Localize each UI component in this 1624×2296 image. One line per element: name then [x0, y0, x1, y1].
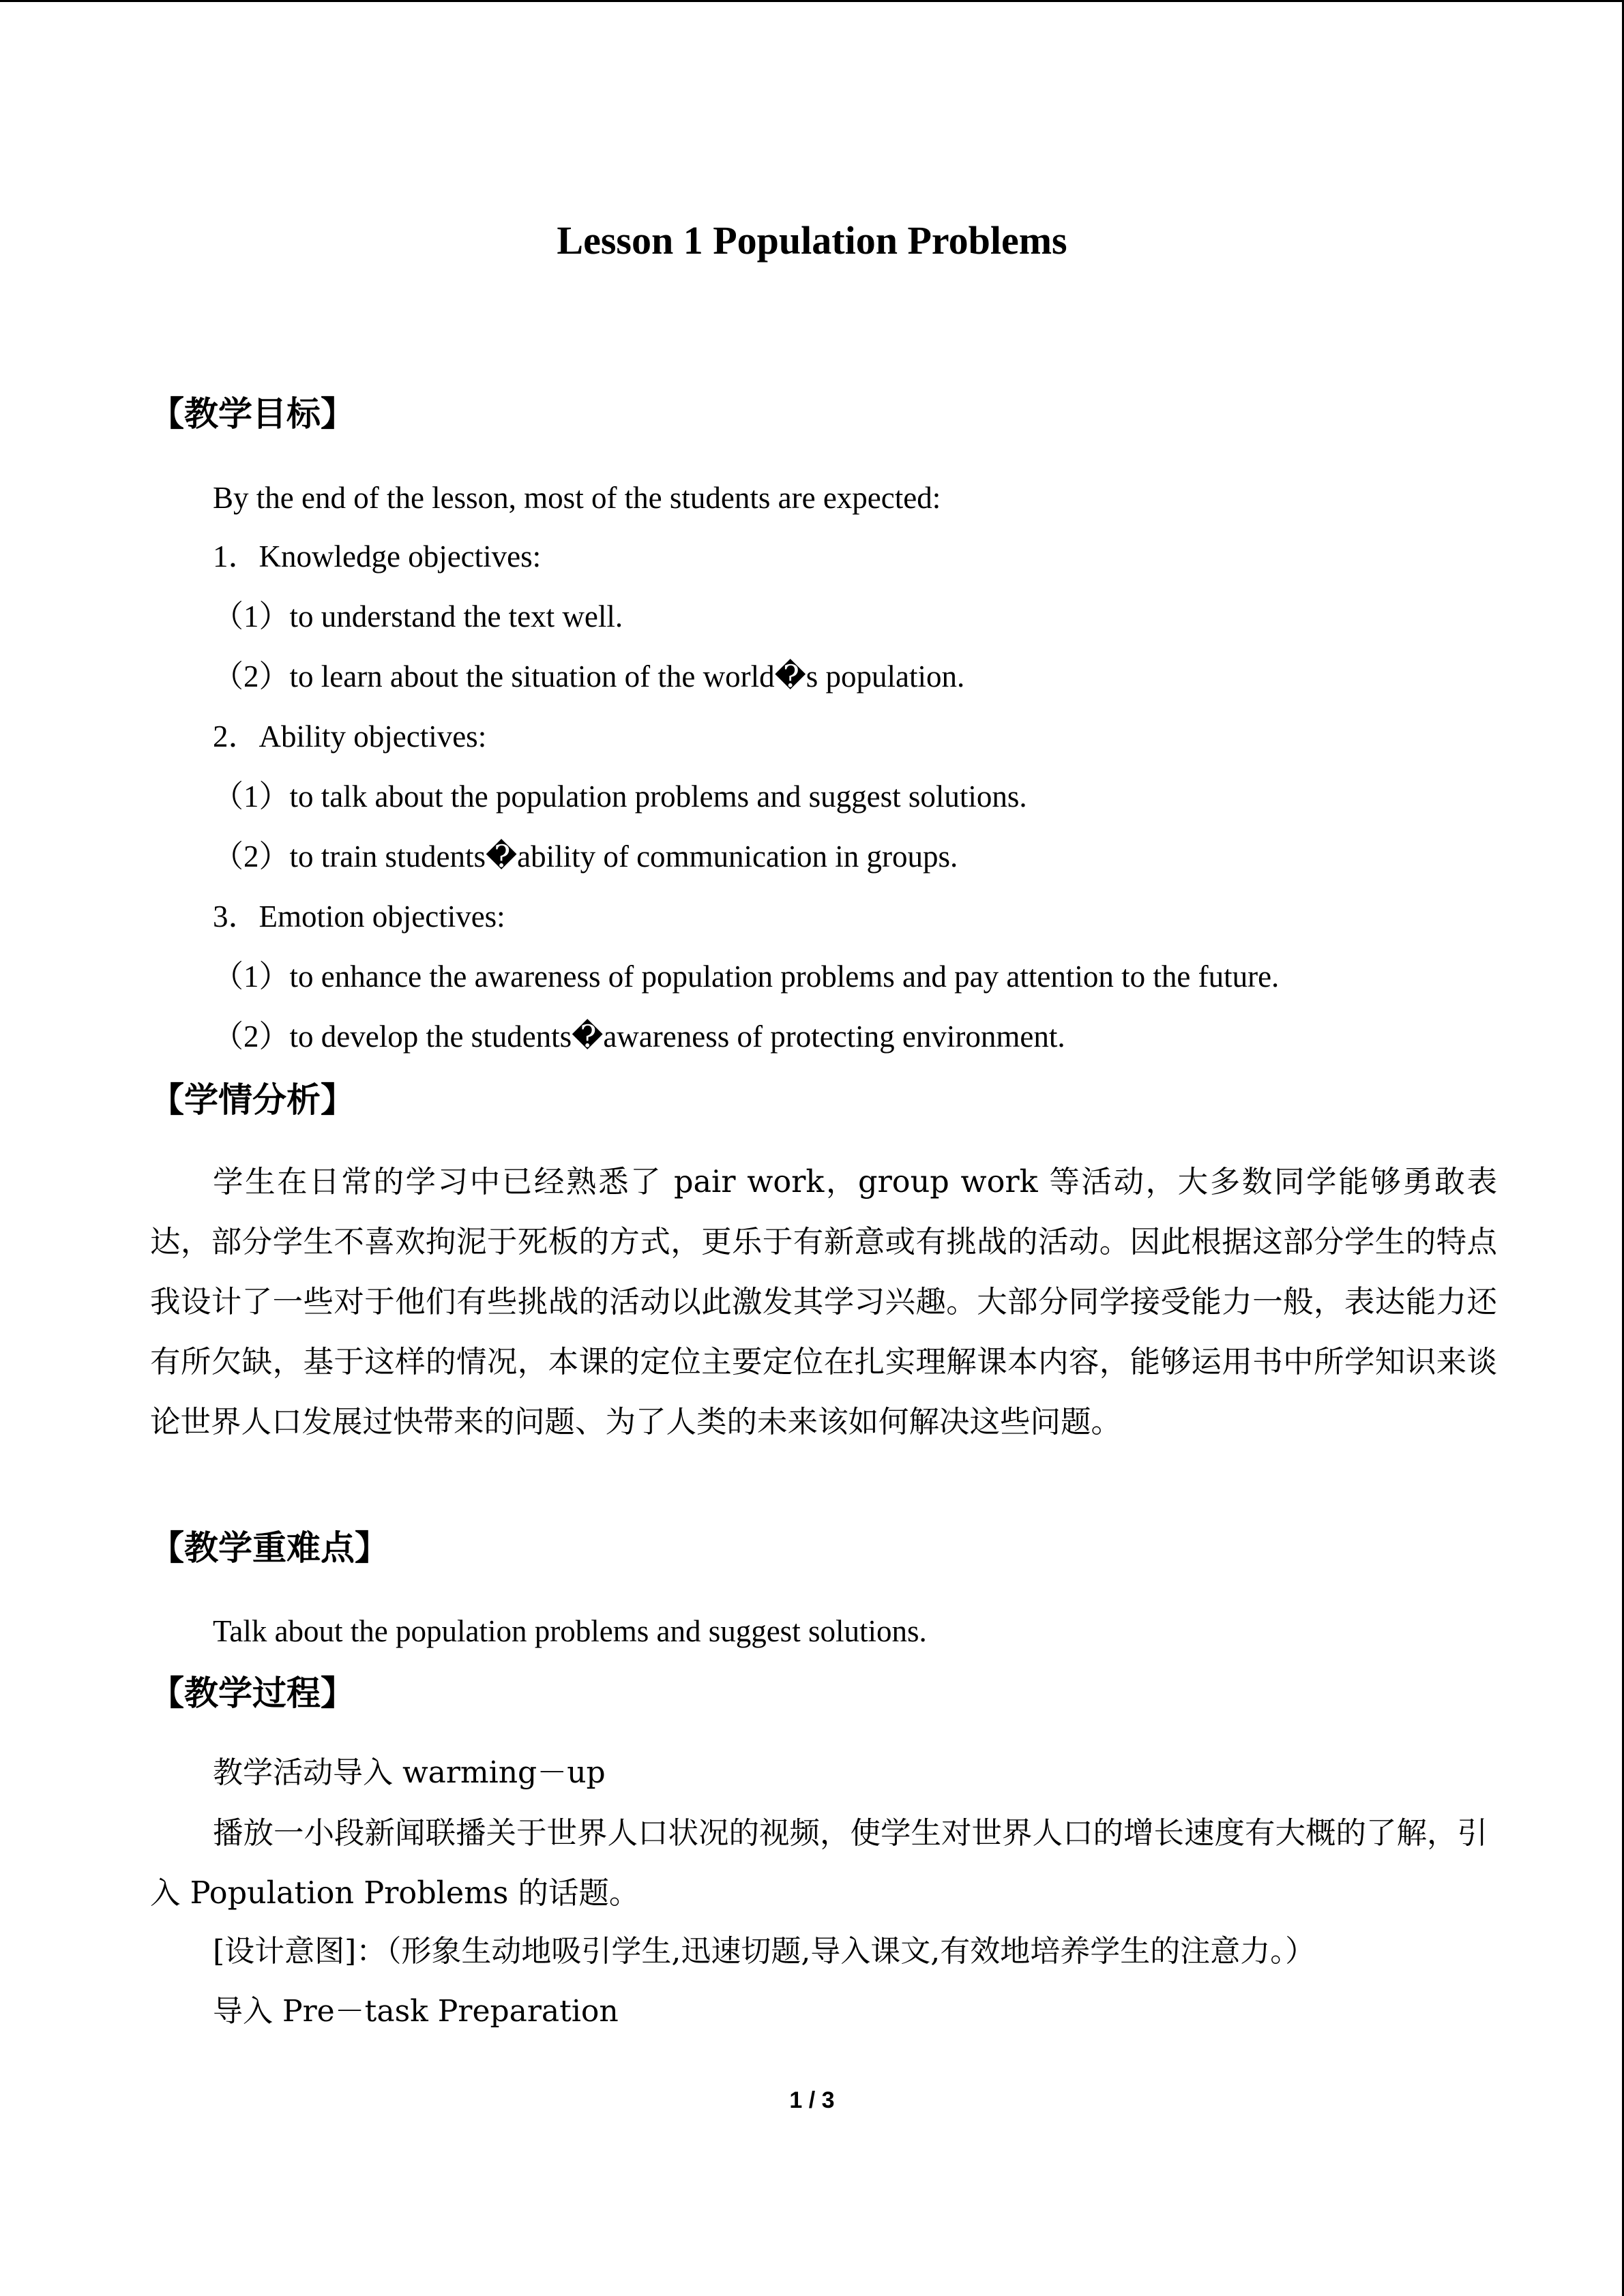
page-border-top	[0, 0, 1624, 2]
emotion-objective-2: （2）to develop the students�awareness of protecting environment.	[213, 1019, 1065, 1054]
knowledge-objective-1: （1）to understand the text well.	[213, 599, 623, 633]
key-points-body: Talk about the population problems and suggest solutions.	[213, 1614, 927, 1648]
emotion-objective-1: （1）to enhance the awareness of population problems and pay attention to the future.	[213, 959, 1280, 994]
objectives-intro: By the end of the lesson, most of the students are expected:	[213, 481, 941, 515]
ability-objectives-title: 2．Ability objectives:	[213, 719, 487, 754]
page-number: 1 / 3	[789, 2087, 835, 2113]
warmup-title: 教学活动导入 warming－up	[213, 1755, 606, 1790]
objectives-heading: 【教学目标】	[150, 394, 355, 434]
knowledge-objectives-title: 1．Knowledge objectives:	[213, 539, 542, 573]
ability-objective-1: （1）to talk about the population problems and suggest solutions.	[213, 779, 1027, 814]
analysis-body: 学生在日常的学习中已经熟悉了 pair work，group work 等活动，大多数同学能够勇敢表达，部分学生不喜欢拘泥于死板的方式，更乐于有新意或有挑战的活动。因此根据这部分学生的特点我设计了一些对于他们有些挑战的活动以此激发其学习兴趣。大部分同学接受能力一般，表达能力还有所欠缺，基于这样的情况，本课的定位主要定位在扎实理解课本内容，能够运用书中所学知识来谈论世界人口发展过快带来的问题、为了人类的未来该如何解决这些问题。	[150, 1165, 1497, 1440]
page-title: Lesson 1 Population Problems	[557, 218, 1067, 263]
analysis-heading: 【学情分析】	[150, 1080, 355, 1120]
emotion-objectives-title: 3．Emotion objectives:	[213, 899, 505, 934]
ability-objective-2: （2）to train students�ability of communication in groups.	[213, 839, 958, 874]
key-points-heading: 【教学重难点】	[150, 1528, 389, 1568]
warmup-body: 播放一小段新闻联播关于世界人口状况的视频，使学生对世界人口的增长速度有大概的了解，引入 Population Problems 的话题。	[150, 1816, 1488, 1911]
process-heading: 【教学过程】	[150, 1673, 355, 1713]
pretask-title: 导入 Pre－task Preparation	[213, 1994, 619, 2029]
design-intent: [设计意图]：（形象生动地吸引学生,迅速切题,导入课文,有效地培养学生的注意力。）	[213, 1934, 1316, 1969]
knowledge-objective-2: （2）to learn about the situation of the world�s population.	[213, 659, 965, 694]
